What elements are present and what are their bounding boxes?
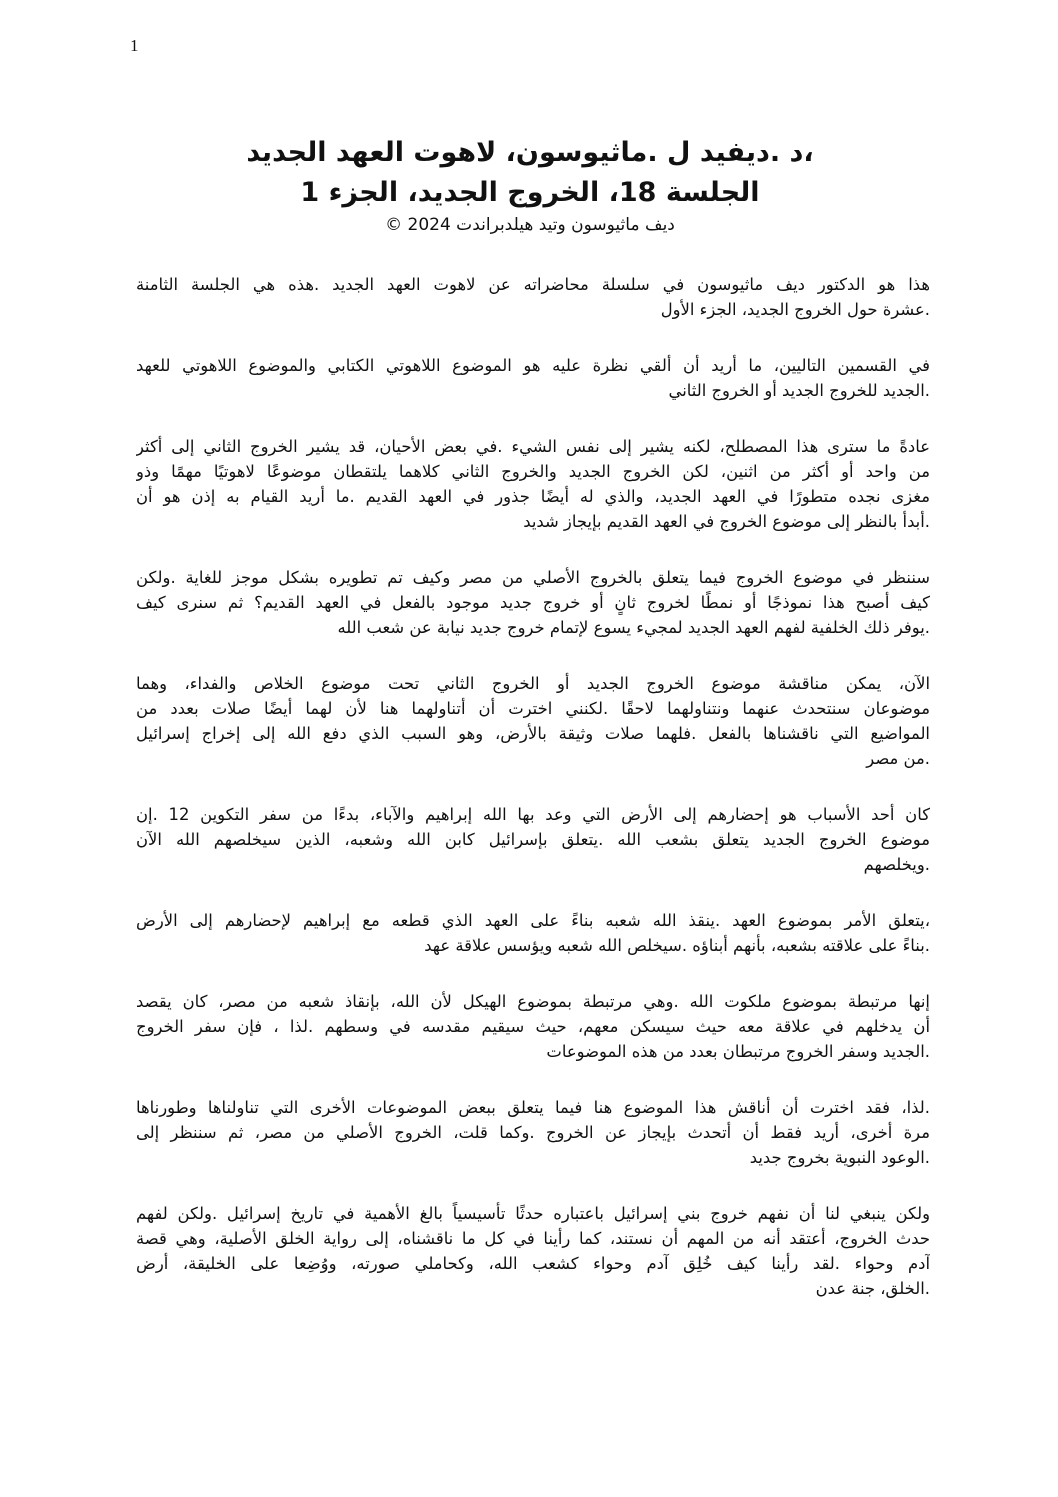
paragraph	[136, 802, 930, 877]
text-line: موضوعان سنتحدث عنهما ونتناولهما لاحقًا .لكنني اخترت أن أتناولهما هنا لأن لهما أيضًا صلات بعدد من	[136, 699, 930, 718]
text-line: مغزى نجده متطورًا في العهد الجديد، والذي له أيضًا جذور في العهد القديم .ما أريد القيام به إذن هو أن	[136, 487, 930, 506]
text-line: .يوفر ذلك الخلفية لفهم العهد الجديد لمجيء يسوع لإتمام خروج جديد نيابة عن شعب الله	[337, 618, 930, 637]
page-number: 1	[130, 36, 139, 55]
text-line: إنها مرتبطة بموضوع ملكوت الله .وهي مرتبطة بموضوع الهيكل لأن الله، بإنقاذ شعبه من مصر، كان يقصد	[136, 992, 930, 1011]
text-line: مرة أخرى، أريد فقط أن أتحدث بإيجاز عن الخروج .وكما قلت، الخروج الأصلي من مصر، ثم سننظر إلى	[136, 1123, 930, 1142]
text-line: موضوع الخروج الجديد يتعلق بشعب الله .يتعلق بإسرائيل كابن الله وشعبه، الذين سيخلصهم الله الآن	[136, 830, 930, 849]
text-line: .من مصر	[866, 749, 930, 768]
paragraph	[136, 353, 930, 403]
text-line: .الجديد للخروج الجديد أو الخروج الثاني	[668, 381, 930, 400]
text-line: الآن، يمكن مناقشة موضوع الخروج الجديد أو الخروج الثاني تحت موضوع الخلاص والفداء، وهما	[136, 674, 930, 693]
document-body	[136, 272, 930, 1332]
text-line: هذا هو الدكتور ديف ماثيوسون في سلسلة محاضراته عن لاهوت العهد الجديد .هذه هي الجلسة الثامنة	[136, 275, 930, 294]
paragraph	[136, 272, 930, 322]
text-line: حدث الخروج، أعتقد أنه من المهم أن نستند، كما رأينا في كل ما ناقشناه، إلى رواية الخلق الأصلية، وهي قصة	[136, 1229, 930, 1248]
text-line: .عشرة حول الخروج الجديد، الجزء الأول	[660, 300, 930, 319]
title-line-2: الجلسة 18، الخروج الجديد، الجزء 1	[300, 177, 760, 208]
document-header	[130, 133, 930, 237]
text-line: آدم وحواء .لقد رأينا كيف خُلِق آدم وحواء كشعب الله، وكحاملي صورته، ووُضِعا على الخليقة، أرض	[136, 1254, 930, 1273]
paragraph	[136, 989, 930, 1064]
title-line-1: ،د .ديفيد ل .ماثيوسون، لاهوت العهد الجديد	[246, 137, 814, 168]
text-line: .أبدأ بالنظر إلى موضوع الخروج في العهد القديم بإيجاز شديد	[523, 512, 930, 531]
text-line: كان أحد الأسباب هو إحضارهم إلى الأرض التي وعد بها الله إبراهيم والآباء، بدءًا من سفر التكوين 12 .إن	[136, 805, 930, 824]
paragraph	[136, 1095, 930, 1170]
text-line: .الخلق، جنة عدن	[815, 1279, 930, 1298]
copyright-line: ديف ماثيوسون وتيد هيلدبراندت 2024 ©	[385, 215, 675, 235]
paragraph	[136, 671, 930, 771]
text-line: في القسمين التاليين، ما أريد أن ألقي نظرة عليه هو الموضوع اللاهوتي الكتابي والموضوع اللاهوتي للعهد	[136, 356, 930, 375]
paragraph	[136, 434, 930, 534]
text-line: ،يتعلق الأمر بموضوع العهد .ينقذ الله شعبه بناءً على العهد الذي قطعه مع إبراهيم لإحضارهم إلى الأرض	[136, 911, 930, 930]
paragraph	[136, 1201, 930, 1301]
text-line: .ويخلصهم	[863, 855, 930, 874]
paragraph	[136, 565, 930, 640]
text-line: المواضيع التي ناقشناها بالفعل .فلهما صلات وثيقة بالأرض، وهو السبب الذي دفع الله إلى إخراج إسرائيل	[136, 724, 930, 743]
text-line: سننظر في موضوع الخروج فيما يتعلق بالخروج الأصلي من مصر وكيف تم تطويره بشكل موجز للغاية .ولكن	[136, 568, 930, 587]
text-line: كيف أصبح هذا نموذجًا أو نمطًا لخروج ثانٍ أو خروج جديد موجود بالفعل في العهد القديم؟ ثم سنرى كيف	[136, 593, 930, 612]
paragraph	[136, 908, 930, 958]
text-line: .الجديد وسفر الخروج مرتبطان بعدد من هذه الموضوعات	[546, 1042, 930, 1061]
text-line: ولكن ينبغي لنا أن نفهم خروج بني إسرائيل باعتباره حدثًا تأسيسياً بالغ الأهمية في تاريخ إسرائيل .ولكن لفهم	[136, 1204, 930, 1223]
text-line: أن يدخلهم في علاقة معه حيث سيسكن معهم، حيث سيقيم مقدسه في وسطهم .لذا ، فإن سفر الخروج	[136, 1017, 930, 1036]
text-line: عادةً ما سترى هذا المصطلح، لكنه يشير إلى نفس الشيء .في بعض الأحيان، قد يشير الخروج الثاني إلى أكثر	[136, 437, 930, 456]
text-line: .لذا، فقد اخترت أن أناقش هذا الموضوع هنا فيما يتعلق ببعض الموضوعات الأخرى التي تناولناها وطورناها	[136, 1098, 930, 1117]
text-line: من واحد أو أكثر من اثنين، لكن الخروج الجديد والخروج الثاني كلاهما يلتقطان موضوعًا لاهوتيًا مهمًا وذو	[136, 462, 930, 481]
text-line: .الوعود النبوية بخروج جديد	[749, 1148, 930, 1167]
text-line: .بناءً على علاقته بشعبه، بأنهم أبناؤه .سيخلص الله شعبه ويؤسس علاقة عهد	[424, 936, 930, 955]
